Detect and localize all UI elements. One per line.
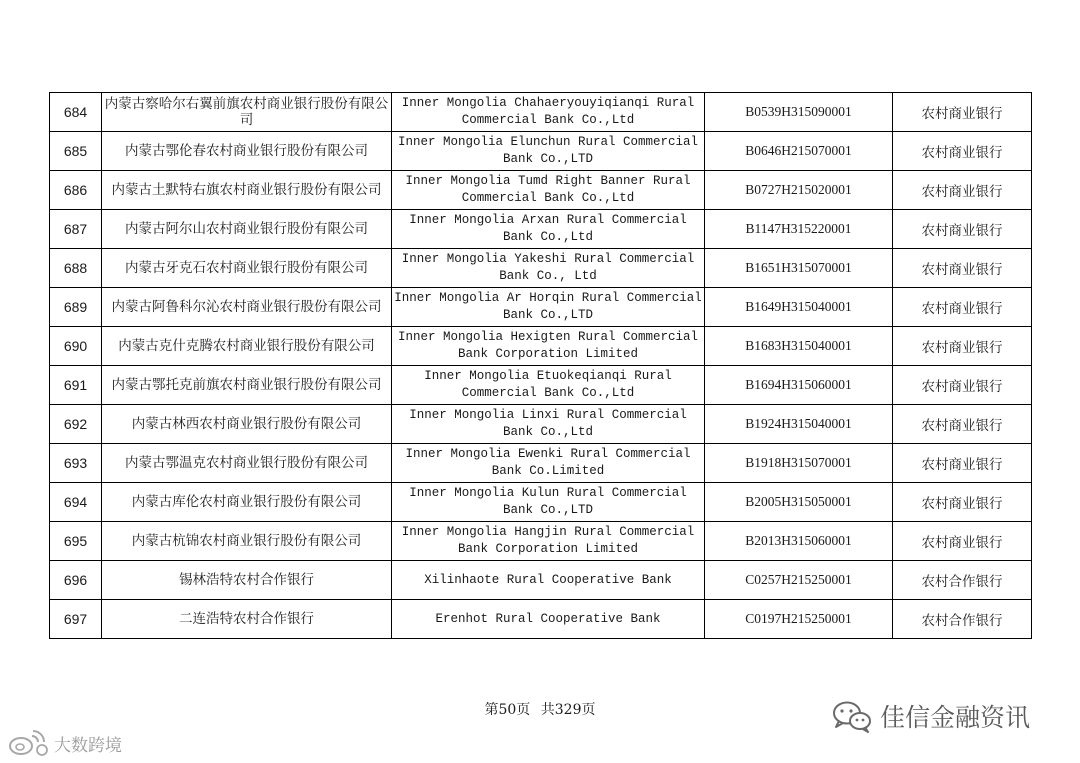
cell-bank-name-en: Inner Mongolia Kulun Rural Commercial Bank Co.,LTD — [392, 483, 705, 522]
cell-bank-name-cn: 内蒙古牙克石农村商业银行股份有限公司 — [102, 249, 392, 288]
cell-bank-type: 农村商业银行 — [893, 366, 1032, 405]
cell-bank-name-cn: 内蒙古林西农村商业银行股份有限公司 — [102, 405, 392, 444]
watermark-right — [830, 698, 1030, 734]
bank-list-table — [49, 92, 1032, 639]
table-row — [50, 327, 1032, 366]
cell-institution-code: B1649H315040001 — [705, 288, 893, 327]
cell-bank-name-en: Inner Mongolia Hangjin Rural Commercial Bank Corporation Limited — [392, 522, 705, 561]
cell-institution-code: B1147H315220001 — [705, 210, 893, 249]
cell-row-number: 695 — [50, 522, 102, 561]
table-row — [50, 483, 1032, 522]
cell-institution-code: B0646H215070001 — [705, 132, 893, 171]
cell-bank-type: 农村商业银行 — [893, 93, 1032, 132]
cell-bank-type: 农村商业银行 — [893, 405, 1032, 444]
cell-institution-code: B1694H315060001 — [705, 366, 893, 405]
cell-bank-name-cn: 锡林浩特农村合作银行 — [102, 561, 392, 600]
page-current: 第50页 — [484, 702, 531, 718]
table-row — [50, 171, 1032, 210]
cell-bank-name-en: Inner Mongolia Chahaeryouyiqianqi Rural Commercial Bank Co.,Ltd — [392, 93, 705, 132]
cell-bank-type: 农村合作银行 — [893, 561, 1032, 600]
cell-institution-code: B1924H315040001 — [705, 405, 893, 444]
cell-row-number: 686 — [50, 171, 102, 210]
cell-bank-type: 农村合作银行 — [893, 600, 1032, 639]
cell-row-number: 684 — [50, 93, 102, 132]
cell-row-number: 688 — [50, 249, 102, 288]
cell-institution-code: B2013H315060001 — [705, 522, 893, 561]
cell-bank-name-cn: 内蒙古克什克腾农村商业银行股份有限公司 — [102, 327, 392, 366]
cell-bank-type: 农村商业银行 — [893, 444, 1032, 483]
watermark-left — [8, 728, 122, 758]
table-row — [50, 600, 1032, 639]
cell-bank-name-en: Inner Mongolia Yakeshi Rural Commercial Bank Co., Ltd — [392, 249, 705, 288]
cell-bank-name-cn: 内蒙古杭锦农村商业银行股份有限公司 — [102, 522, 392, 561]
cell-bank-name-cn: 内蒙古阿鲁科尔沁农村商业银行股份有限公司 — [102, 288, 392, 327]
cell-row-number: 696 — [50, 561, 102, 600]
cell-row-number: 689 — [50, 288, 102, 327]
cell-institution-code: B1918H315070001 — [705, 444, 893, 483]
cell-row-number: 690 — [50, 327, 102, 366]
cell-bank-name-en: Inner Mongolia Etuokeqianqi Rural Commercial Bank Co.,Ltd — [392, 366, 705, 405]
cell-bank-name-cn: 内蒙古鄂温克农村商业银行股份有限公司 — [102, 444, 392, 483]
watermark-left-text: 大数跨境 — [54, 735, 122, 756]
cell-bank-type: 农村商业银行 — [893, 249, 1032, 288]
table-row — [50, 444, 1032, 483]
cell-bank-name-en: Xilinhaote Rural Cooperative Bank — [392, 561, 705, 600]
table-row — [50, 93, 1032, 132]
cell-bank-name-cn: 内蒙古库伦农村商业银行股份有限公司 — [102, 483, 392, 522]
cell-bank-name-cn: 内蒙古鄂伦春农村商业银行股份有限公司 — [102, 132, 392, 171]
cell-row-number: 697 — [50, 600, 102, 639]
table-row — [50, 132, 1032, 171]
cell-institution-code: B1651H315070001 — [705, 249, 893, 288]
cell-bank-type: 农村商业银行 — [893, 132, 1032, 171]
cell-bank-name-en: Inner Mongolia Ar Horqin Rural Commercial Bank Co.,LTD — [392, 288, 705, 327]
cell-bank-type: 农村商业银行 — [893, 483, 1032, 522]
cell-bank-name-cn: 内蒙古阿尔山农村商业银行股份有限公司 — [102, 210, 392, 249]
cell-row-number: 687 — [50, 210, 102, 249]
cell-row-number: 694 — [50, 483, 102, 522]
table-body — [50, 93, 1032, 639]
watermark-right-text: 佳信金融资讯 — [880, 703, 1031, 732]
cell-row-number: 693 — [50, 444, 102, 483]
page-total: 共329页 — [540, 702, 596, 718]
cell-bank-type: 农村商业银行 — [893, 171, 1032, 210]
cell-institution-code: B1683H315040001 — [705, 327, 893, 366]
cell-bank-name-cn: 二连浩特农村合作银行 — [102, 600, 392, 639]
cell-bank-name-en: Inner Mongolia Tumd Right Banner Rural Commercial Bank Co.,Ltd — [392, 171, 705, 210]
table-row — [50, 405, 1032, 444]
cell-institution-code: C0257H215250001 — [705, 561, 893, 600]
table-row — [50, 561, 1032, 600]
weibo-logo-icon — [8, 728, 50, 758]
cell-bank-name-cn: 内蒙古察哈尔右翼前旗农村商业银行股份有限公司 — [102, 93, 392, 132]
table-row — [50, 288, 1032, 327]
table-row — [50, 210, 1032, 249]
cell-bank-name-cn: 内蒙古鄂托克前旗农村商业银行股份有限公司 — [102, 366, 392, 405]
cell-bank-name-en: Inner Mongolia Hexigten Rural Commercial Bank Corporation Limited — [392, 327, 705, 366]
cell-bank-name-en: Inner Mongolia Arxan Rural Commercial Bank Co.,Ltd — [392, 210, 705, 249]
cell-bank-type: 农村商业银行 — [893, 327, 1032, 366]
cell-bank-name-cn: 内蒙古土默特右旗农村商业银行股份有限公司 — [102, 171, 392, 210]
cell-bank-type: 农村商业银行 — [893, 522, 1032, 561]
cell-row-number: 691 — [50, 366, 102, 405]
cell-institution-code: B0539H315090001 — [705, 93, 893, 132]
cell-bank-name-en: Inner Mongolia Ewenki Rural Commercial Bank Co.Limited — [392, 444, 705, 483]
cell-bank-name-en: Inner Mongolia Linxi Rural Commercial Bank Co.,Ltd — [392, 405, 705, 444]
table-row — [50, 366, 1032, 405]
cell-bank-name-en: Inner Mongolia Elunchun Rural Commercial Bank Co.,LTD — [392, 132, 705, 171]
table-row — [50, 249, 1032, 288]
cell-institution-code: B0727H215020001 — [705, 171, 893, 210]
cell-institution-code: C0197H215250001 — [705, 600, 893, 639]
cell-bank-type: 农村商业银行 — [893, 288, 1032, 327]
cell-institution-code: B2005H315050001 — [705, 483, 893, 522]
cell-bank-type: 农村商业银行 — [893, 210, 1032, 249]
table-row — [50, 522, 1032, 561]
cell-row-number: 692 — [50, 405, 102, 444]
cell-row-number: 685 — [50, 132, 102, 171]
wechat-logo-icon — [830, 699, 874, 733]
cell-bank-name-en: Erenhot Rural Cooperative Bank — [392, 600, 705, 639]
